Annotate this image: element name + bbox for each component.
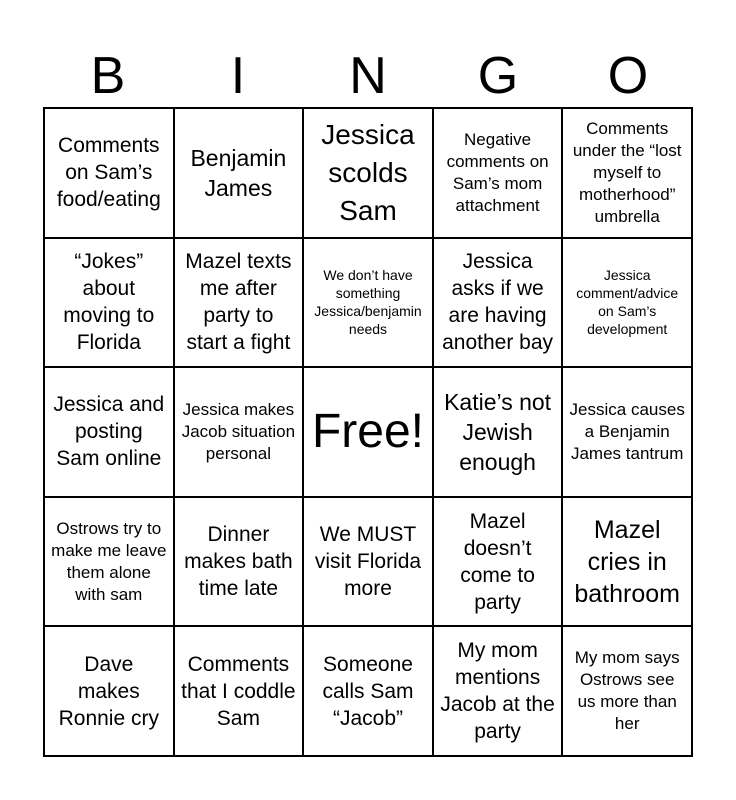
header-letter-i: I [230,47,246,105]
bingo-cell-r2c2[interactable] [174,238,304,368]
header-letter-o: O [607,47,649,105]
header-letter-b: B [90,47,126,105]
cell-label: Jessica makes Jacob situation personal [181,399,296,463]
bingo-cell-r1c3[interactable] [303,108,433,238]
bingo-cell-r3c2[interactable] [174,367,304,497]
cell-label: Jessica comment/advice on Sam’s development [576,267,679,338]
cell-label: Katie’s not Jewish enough [444,388,552,475]
cell-label: We MUST visit Florida more [314,523,422,601]
cell-label: Comments under the “lost myself to motherhood” umbrella [572,118,682,226]
bingo-cell-r5c1[interactable] [44,626,174,756]
cell-label: Dinner makes bath time late [184,523,293,601]
bingo-cell-r2c4[interactable] [433,238,563,368]
bingo-cell-r4c1[interactable] [44,497,174,627]
bingo-cell-r4c4[interactable] [433,497,563,627]
bingo-cell-r1c5[interactable] [562,108,692,238]
bingo-cell-r1c1[interactable] [44,108,174,238]
cell-label: Dave makes Ronnie cry [58,652,159,730]
bingo-cell-r4c5[interactable] [562,497,692,627]
cell-label: Mazel cries in bathroom [574,515,680,608]
bingo-header [43,44,693,108]
cell-label: We don’t have something Jessica/benjamin needs [314,267,422,338]
bingo-cell-r5c2[interactable] [174,626,304,756]
bingo-cell-r5c3[interactable] [303,626,433,756]
bingo-cell-r5c4[interactable] [433,626,563,756]
cell-label: Jessica causes a Benjamin James tantrum [569,399,685,463]
header-letter-g: G [477,47,519,105]
cell-label: Comments that I coddle Sam [181,652,296,730]
free-space-cell[interactable] [303,367,433,497]
bingo-cell-r2c1[interactable] [44,238,174,368]
header-letter-n: N [349,47,387,105]
bingo-cell-r3c4[interactable] [433,367,563,497]
bingo-cell-r1c2[interactable] [174,108,304,238]
cell-label: Mazel doesn’t come to party [460,509,535,614]
cell-label: My mom mentions Jacob at the party [440,639,555,744]
bingo-cell-r2c3[interactable] [303,238,433,368]
bingo-cell-r4c3[interactable] [303,497,433,627]
cell-label: Jessica asks if we are having another bay [442,250,554,355]
cell-label: Jessica and posting Sam online [53,393,165,471]
cell-label: Negative comments on Sam’s mom attachment [446,129,549,215]
free-space-label: Free! [311,404,424,458]
bingo-cell-r2c5[interactable] [562,238,692,368]
cell-label: Comments on Sam’s food/eating [56,134,161,212]
cell-label: Someone calls Sam “Jacob” [322,652,414,730]
bingo-cell-r3c1[interactable] [44,367,174,497]
bingo-grid [43,107,693,757]
bingo-cell-r1c4[interactable] [433,108,563,238]
cell-label: Ostrows try to make me leave them alone with sam [51,518,167,604]
cell-label: My mom says Ostrows see us more than her [574,648,680,734]
cell-label: Mazel texts me after party to start a fight [185,250,292,355]
cell-label: Jessica scolds Sam [321,118,415,226]
cell-label: Benjamin James [190,144,287,201]
cell-label: “Jokes” about moving to Florida [63,250,155,355]
bingo-cell-r3c5[interactable] [562,367,692,497]
bingo-cell-r5c5[interactable] [562,626,692,756]
bingo-cell-r4c2[interactable] [174,497,304,627]
